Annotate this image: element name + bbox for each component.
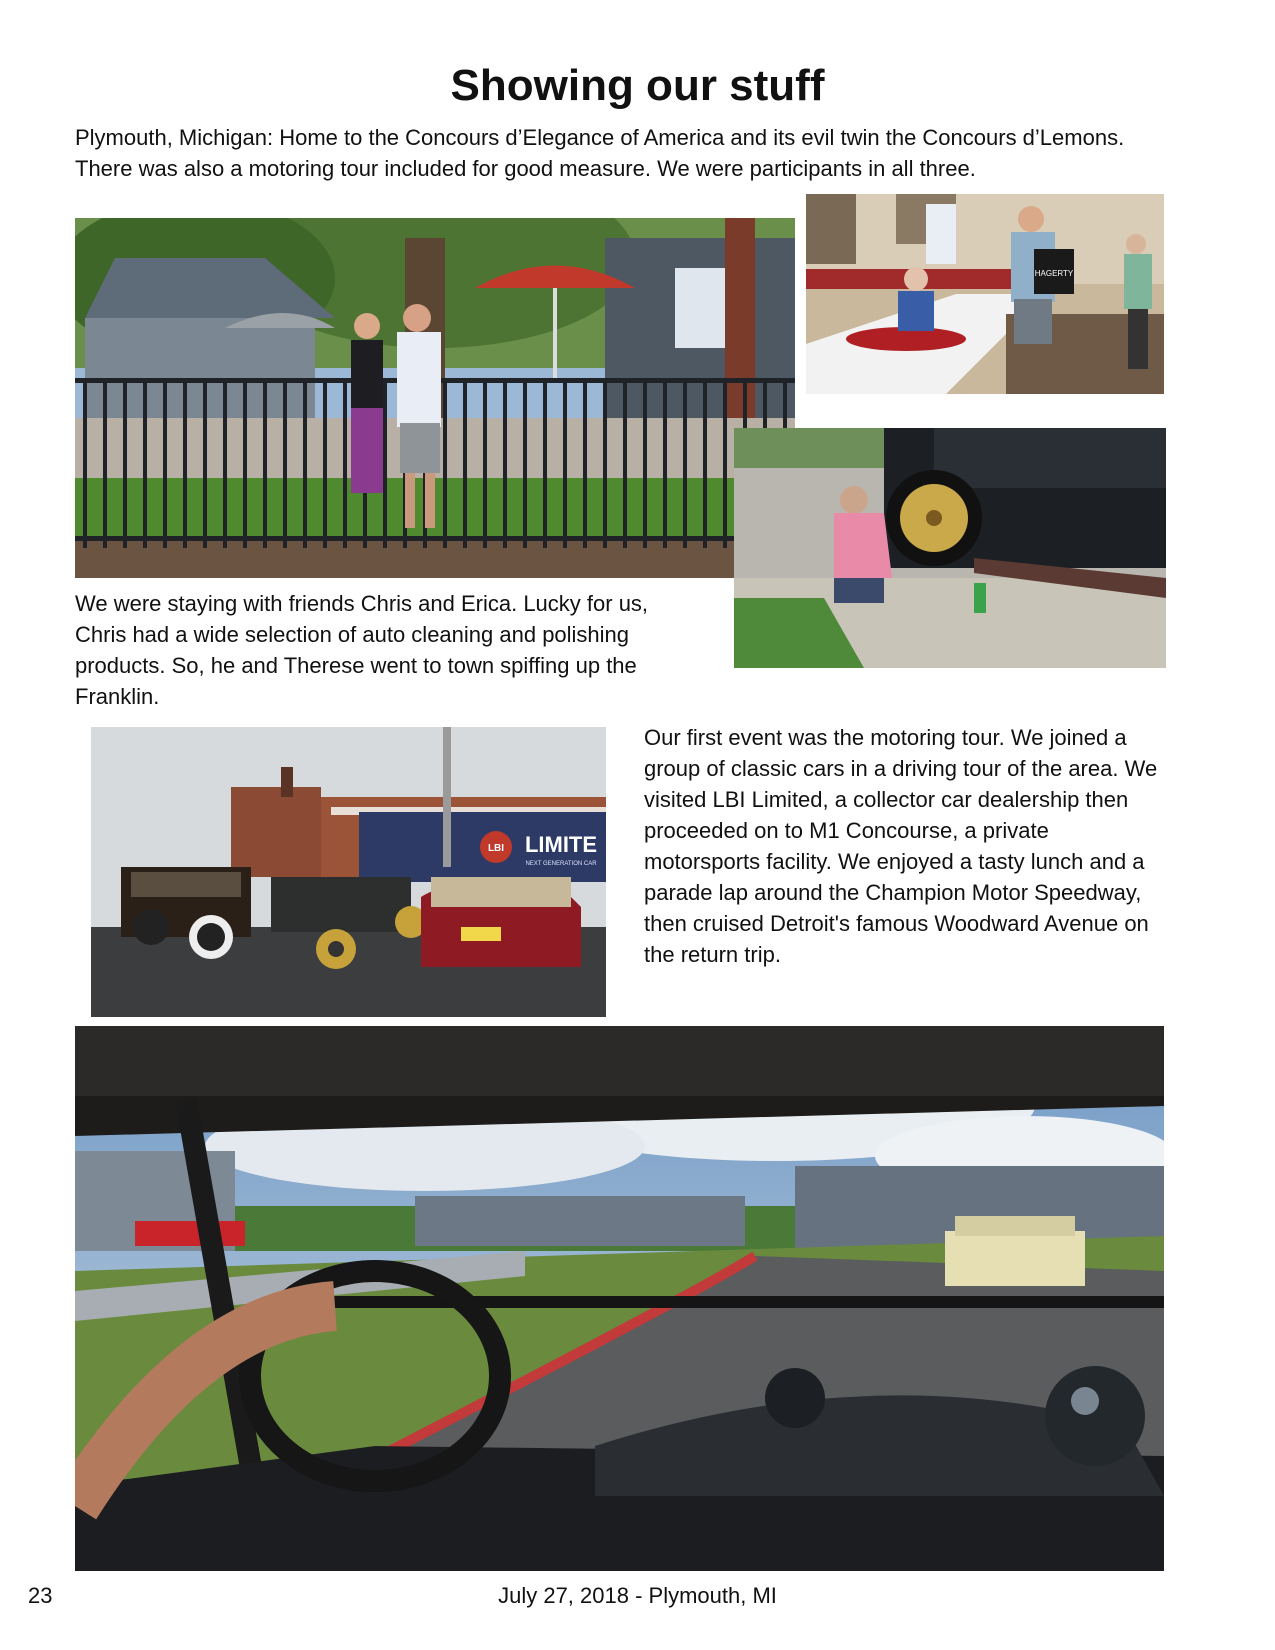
- lbi-sign-text: LIMITE: [524, 832, 598, 857]
- photo-track-drivers-view: [75, 1026, 1164, 1571]
- photo-lbi-limited-lot: [91, 727, 606, 1017]
- caption-motoring-tour: Our first event was the motoring tour. We joined a group of classic cars in a driving tour of the area. We visited LBI Limited, a collector car dealership then proceeded on to M1 Concourse, a private motorsports facility. We enjoyed a tasty lunch and a parade lap around the Champion Motor Speedway, then cruised Detroit's famous Woodward Avenue on the return trip.: [644, 725, 1158, 967]
- lbi-logo-text: LBI: [487, 843, 505, 854]
- intro-paragraph: Plymouth, Michigan: Home to the Concours d’Elegance of America and its evil twin the Concours d’Lemons. There was also a motoring tour included for good measure. We were participants in all three.: [75, 125, 1125, 181]
- photo-couple-at-fence: [75, 218, 795, 578]
- page-title: Showing our stuff: [450, 61, 825, 110]
- caption-friends: We were staying with friends Chris and Erica. Lucky for us, Chris had a wide selection of auto cleaning and polishing products. So, he and Therese went to town spiffing up the Franklin.: [75, 591, 649, 709]
- page-number: 23: [28, 1583, 53, 1608]
- photo-cleaning-franklin: [734, 428, 1166, 668]
- photo-registration-table: [806, 194, 1164, 394]
- hagerty-bag-text: HAGERTY: [1034, 269, 1074, 278]
- lbi-sign-subtext: NEXT GENERATION CAR: [525, 861, 597, 867]
- footer-date-location: July 27, 2018 - Plymouth, MI: [498, 1583, 777, 1608]
